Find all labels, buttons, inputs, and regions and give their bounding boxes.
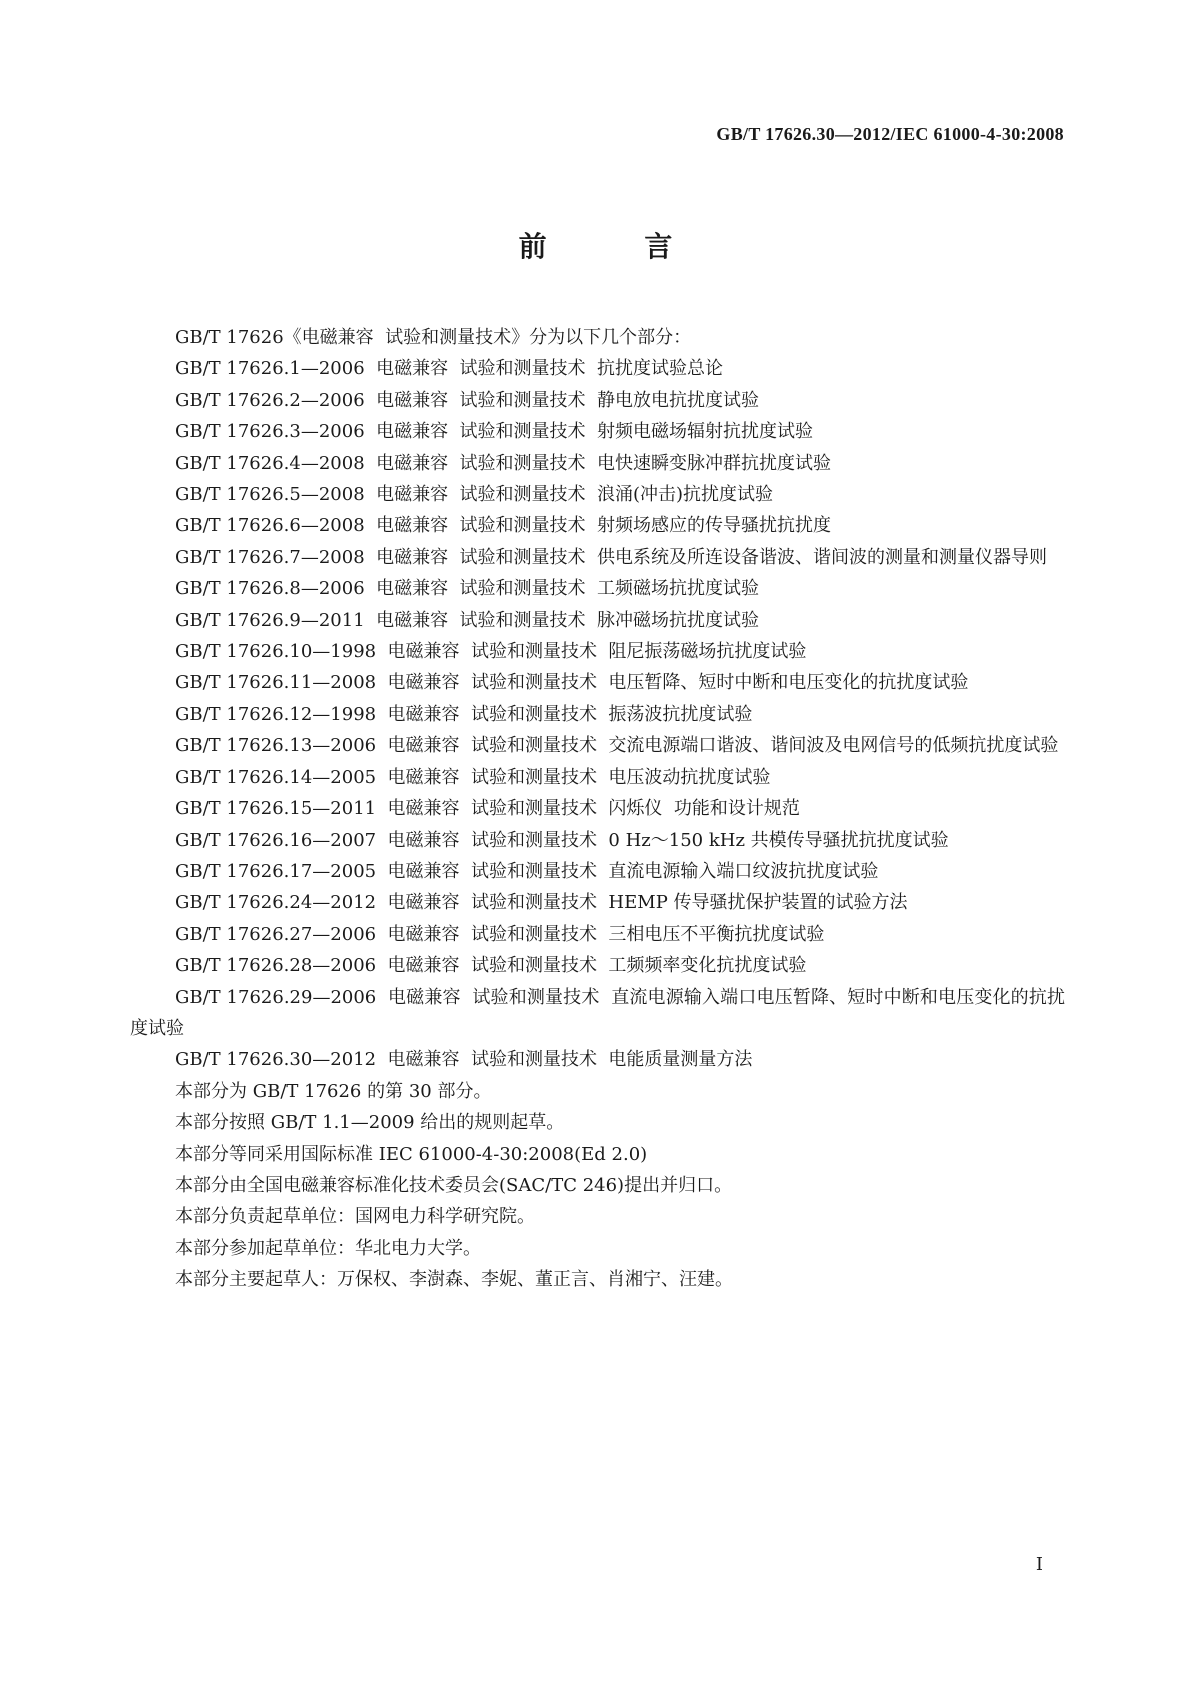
list-item: GB/T 17626.14—2005 电磁兼容 试验和测量技术 电压波动抗扰度试验 xyxy=(175,766,771,788)
page-title: 前 言 xyxy=(518,230,717,263)
list-item: GB/T 17626.28—2006 电磁兼容 试验和测量技术 工频频率变化抗扰度试验 xyxy=(175,955,807,977)
list-item: GB/T 17626.16—2007 电磁兼容 试验和测量技术 0 Hz～150 kHz 共模传导骚扰抗扰度试验 xyxy=(175,829,949,851)
standard-id-header: GB/T 17626.30—2012/IEC 61000-4-30:2008 xyxy=(716,124,1064,144)
list-item: GB/T 17626.5—2008 电磁兼容 试验和测量技术 浪涌(冲击)抗扰度试验 xyxy=(175,484,774,506)
list-item: GB/T 17626.4—2008 电磁兼容 试验和测量技术 电快速瞬变脉冲群抗扰度试验 xyxy=(175,452,831,474)
list-item: GB/T 17626.1—2006 电磁兼容 试验和测量技术 抗扰度试验总论 xyxy=(175,358,723,380)
list-item: GB/T 17626.7—2008 电磁兼容 试验和测量技术 供电系统及所连设备谐波、谐间波的测量和测量仪器导则 xyxy=(175,546,1047,568)
list-item: GB/T 17626.11—2008 电磁兼容 试验和测量技术 电压暂降、短时中断和电压变化的抗扰度试验 xyxy=(175,672,969,694)
list-item: GB/T 17626.8—2006 电磁兼容 试验和测量技术 工频磁场抗扰度试验 xyxy=(175,578,759,600)
paragraph: 本部分主要起草人：万保权、李澍森、李妮、董正言、肖湘宁、汪建。 xyxy=(175,1269,733,1291)
list-item: GB/T 17626.17—2005 电磁兼容 试验和测量技术 直流电源输入端口纹波抗扰度试验 xyxy=(175,860,879,882)
list-item: GB/T 17626.12—1998 电磁兼容 试验和测量技术 振荡波抗扰度试验 xyxy=(175,703,753,725)
list-item: GB/T 17626.10—1998 电磁兼容 试验和测量技术 阻尼振荡磁场抗扰度试验 xyxy=(175,641,807,663)
list-item: GB/T 17626.9—2011 电磁兼容 试验和测量技术 脉冲磁场抗扰度试验 xyxy=(175,609,759,631)
paragraph: 本部分等同采用国际标准 IEC 61000-4-30:2008(Ed 2.0) xyxy=(175,1143,648,1165)
preface-body xyxy=(130,322,1065,1296)
list-item: GB/T 17626.3—2006 电磁兼容 试验和测量技术 射频电磁场辐射抗扰度试验 xyxy=(175,421,813,443)
paragraph: 本部分参加起草单位：华北电力大学。 xyxy=(175,1237,481,1259)
page-number: I xyxy=(1035,1554,1043,1575)
list-item: GB/T 17626.30—2012 电磁兼容 试验和测量技术 电能质量测量方法 xyxy=(175,1049,753,1071)
paragraph: 本部分由全国电磁兼容标准化技术委员会(SAC/TC 246)提出并归口。 xyxy=(175,1174,733,1196)
list-item: GB/T 17626.13—2006 电磁兼容 试验和测量技术 交流电源端口谐波、谐间波及电网信号的低频抗扰度试验 xyxy=(175,735,1059,757)
paragraph: GB/T 17626《电磁兼容 试验和测量技术》分为以下几个部分： xyxy=(175,327,692,348)
paragraph: 本部分为 GB/T 17626 的第 30 部分。 xyxy=(175,1080,492,1102)
list-item: GB/T 17626.29—2006 电磁兼容 试验和测量技术 直流电源输入端口电压暂降、短时中断和电压变化的抗扰度试验 xyxy=(130,986,1065,1039)
list-item: GB/T 17626.6—2008 电磁兼容 试验和测量技术 射频场感应的传导骚扰抗扰度 xyxy=(175,515,831,537)
paragraph: 本部分负责起草单位：国网电力科学研究院。 xyxy=(175,1206,535,1228)
list-item: GB/T 17626.2—2006 电磁兼容 试验和测量技术 静电放电抗扰度试验 xyxy=(175,389,759,411)
list-item: GB/T 17626.27—2006 电磁兼容 试验和测量技术 三相电压不平衡抗扰度试验 xyxy=(175,923,825,945)
list-item: GB/T 17626.24—2012 电磁兼容 试验和测量技术 HEMP 传导骚扰保护装置的试验方法 xyxy=(175,892,908,914)
paragraph: 本部分按照 GB/T 1.1—2009 给出的规则起草。 xyxy=(175,1112,565,1134)
list-item: GB/T 17626.15—2011 电磁兼容 试验和测量技术 闪烁仪 功能和设计规范 xyxy=(175,798,800,820)
